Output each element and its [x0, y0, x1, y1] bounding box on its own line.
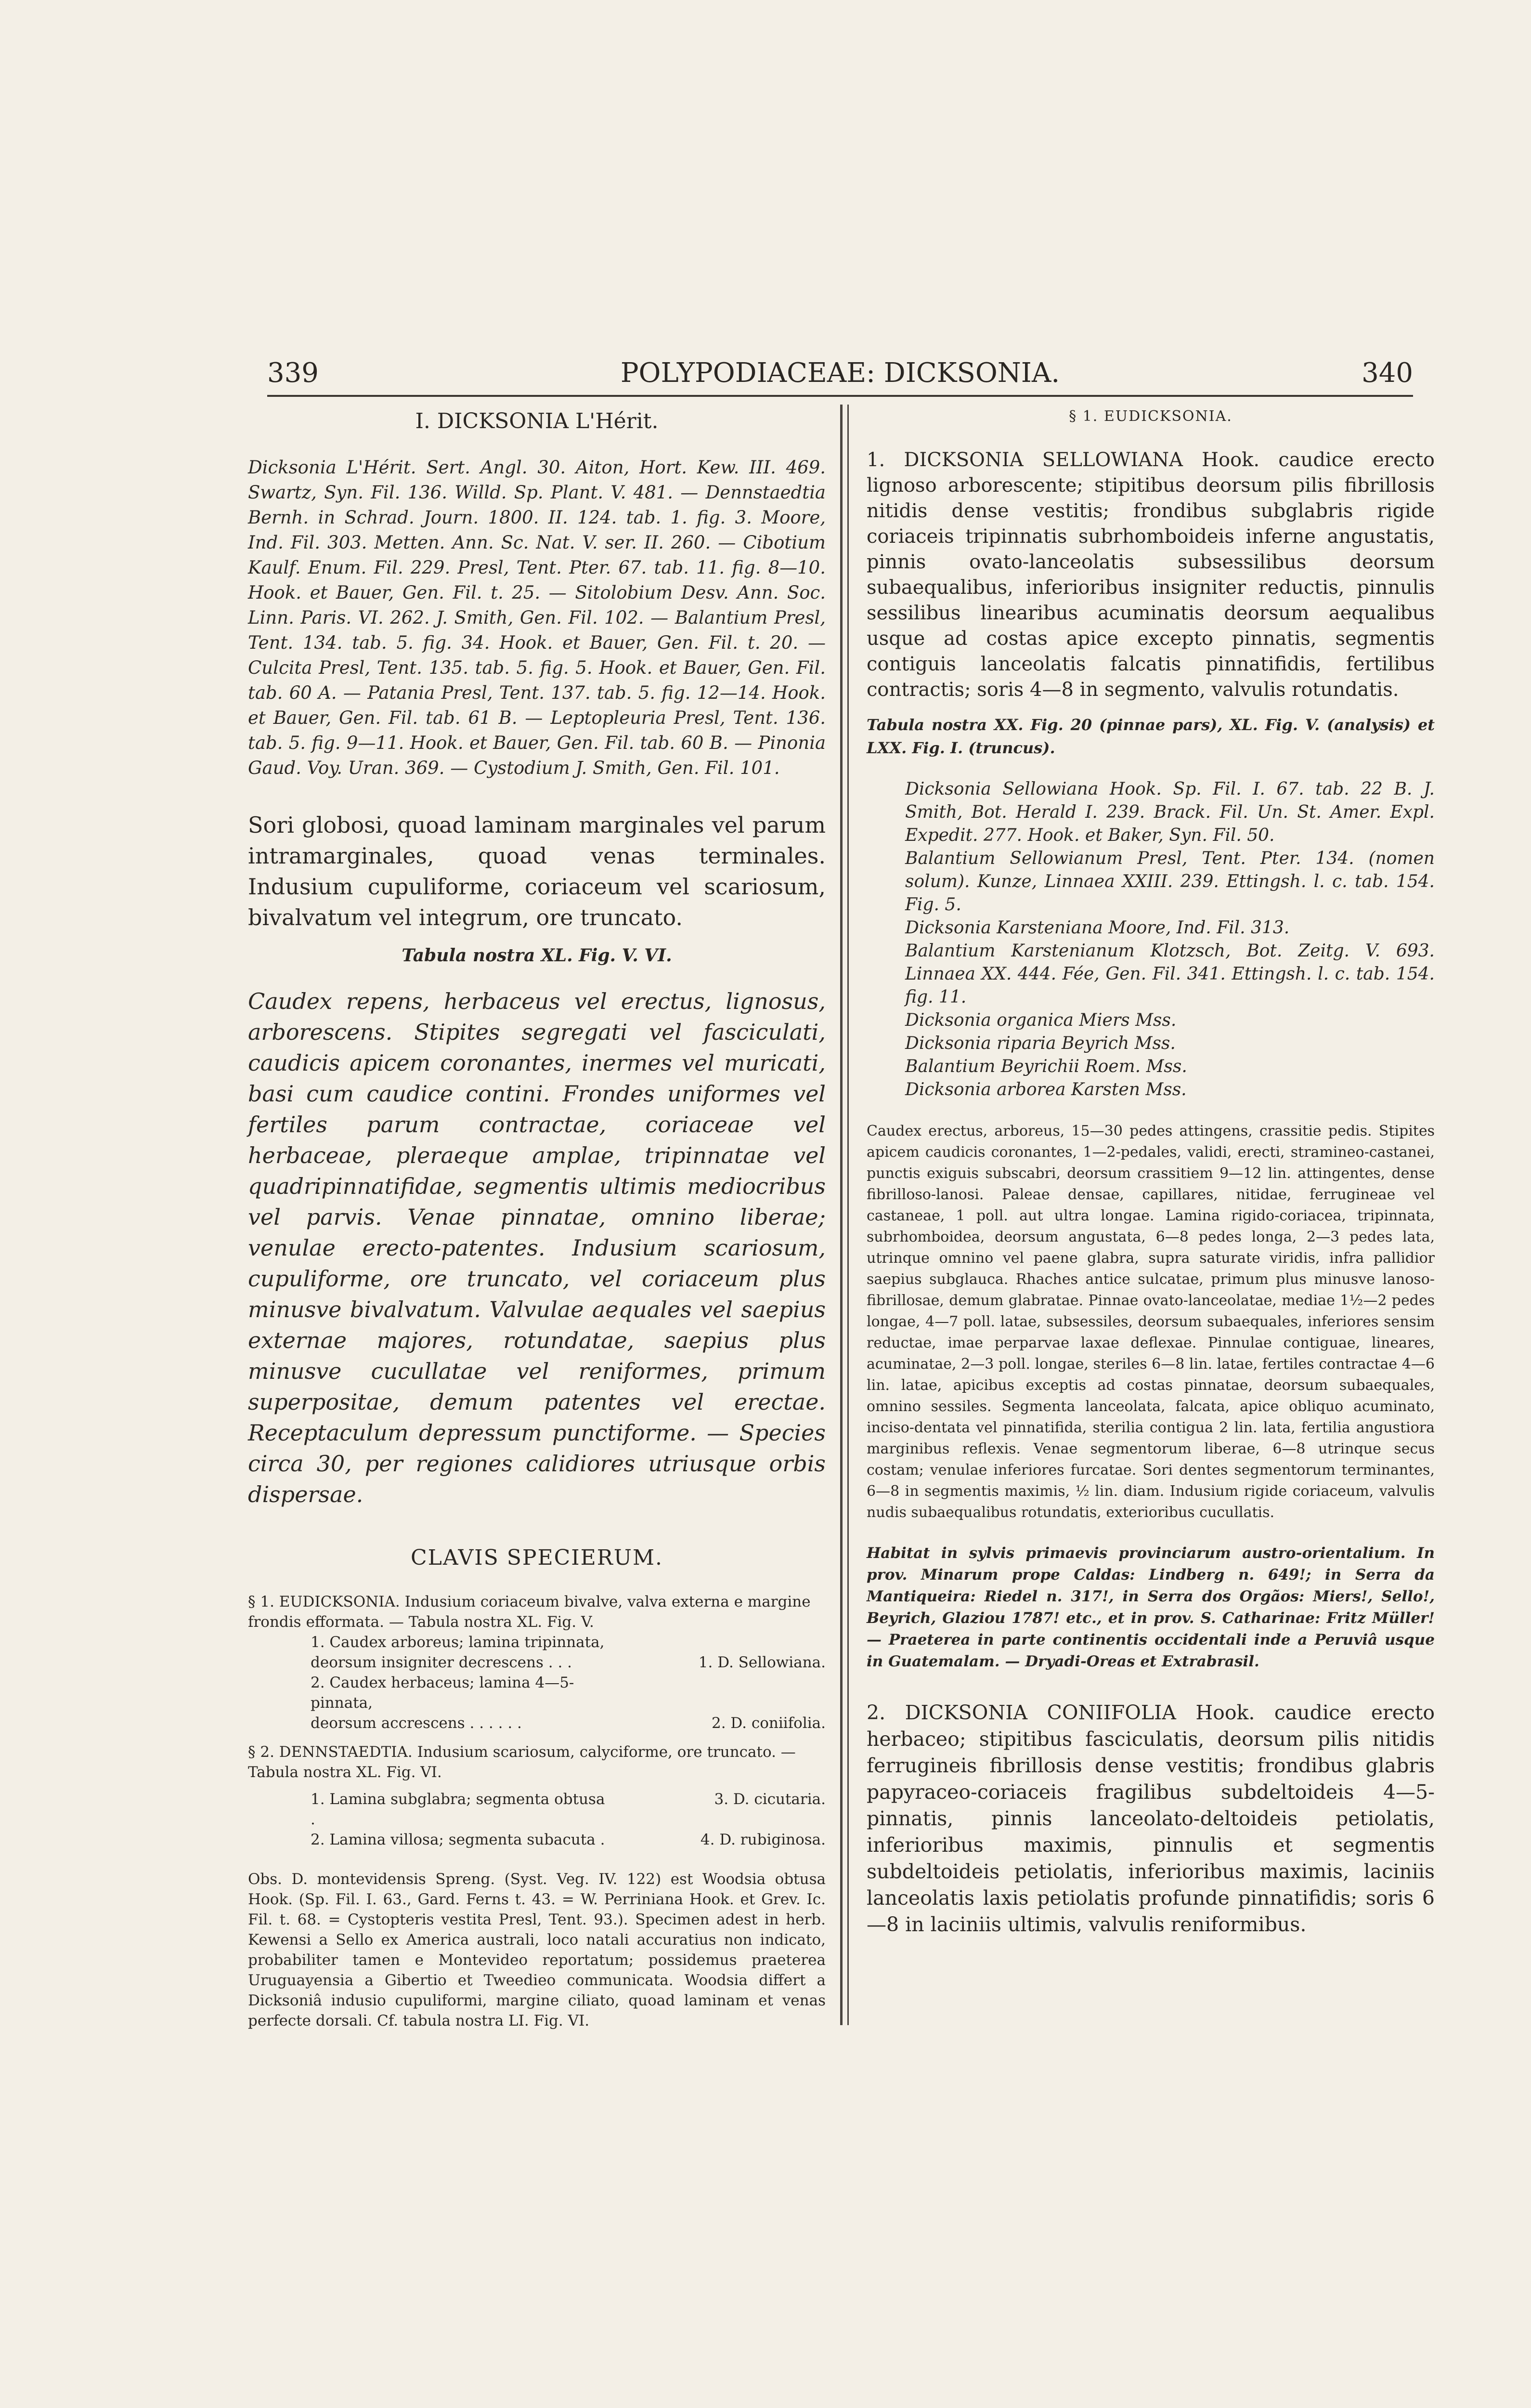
key-item-2: 2. Caudex herbaceus; lamina 4—5-pinnata, deorsum accrescens . . . . . . 2. D. coniifolia. — [248, 1673, 826, 1733]
key-item-1: 1. Caudex arboreus; lamina tripinnata, deorsum insigniter decrescens . . . 1. D. Sellowiana. — [248, 1632, 826, 1673]
running-title: POLYPODIACEAE: DICKSONIA. — [620, 357, 1060, 389]
synonym: Dicksonia Sellowiana Hook. Sp. Fil. I. 67. tab. 22 B. J. Smith, Bot. Herald I. 239. Brack. Fil. Un. St. Amer. Expl. Expedit. 277. Hook. et Baker, Syn. Fil. 50. — [905, 779, 1435, 845]
key-result-1: 1. D. Sellowiana. — [698, 1654, 826, 1671]
key-result-3: 3. D. cicutaria. — [714, 1791, 826, 1808]
species-1-description: Caudex erectus, arboreus, 15—30 pedes attingens, crassitie pedis. Stipites apicem caudicis coronantes, 1—2-pedales, validi, erecti, stramineo-castanei, punctis exiguis subscabri, deorsum crassitiem 9—12 lin. attingentes, dense fibrilloso-lanosi. Paleae densae, capillares, nitidae, ferrugineae vel castaneae, 1 poll. aut ultra longae. Lamina rigido-coriacea, tripinnata, subrhomboidea, deorsum angustata, 6—8 pedes longa, 2—3 pedes lata, utrinque omnino vel paene glabra, supra saturate viridis, infra pallidior saepius subglauca. Rhaches antice sulcatae, primum plus minusve lanoso-fibrillosae, demum glabratae. Pinnae ovato-lanceolatae, mediae 1½—2 pedes longae, 4—7 poll. latae, subsessiles, deorsum subaequales, inferiores sensim reductae, imae perparvae laxae deflexae. Pinnulae contiguae, lineares, acuminatae, 2—3 poll. longae, steriles 6—8 lin. latae, fertiles contractae 4—6 lin. latae, apicibus exceptis ad costas pinnatae, deorsum subaequales, omnino sessiles. Segmenta lanceolata, falcata, apice obliquo acuminato, inciso-dentata vel pinnatifida, sterilia contigua 2 lin. lata, fertilia angustiora marginibus reflexis. Venae segmentorum liberae, 6—8 utrinque secus costam; venulae inferiores furcatae. Sori dentes segmentorum terminantes, 6—8 in segmentis maximis, ½ lin. diam. Indusium rigide coriaceum, valvulis nudis subaequalibus rotundatis, exterioribus cucullatis. — [867, 1123, 1435, 1521]
species-key — [248, 1592, 826, 1850]
genus-synonymy: Dicksonia L'Hérit. Sert. Angl. 30. Aiton, Hort. Kew. III. 469. Swartz, Syn. Fil. 136. Willd. Sp. Plant. V. 481. — Dennstaedtia Bernh. in Schrad. Journ. 1800. II. 124. tab. 1. fig. 3. Moore, Ind. Fil. 303. Metten. Ann. Sc. Nat. V. ser. II. 260. — Cibotium Kaulf. Enum. Fil. 229. Presl, Tent. Pter. 67. tab. 11. fig. 8—10. Hook. et Bauer, Gen. Fil. t. 25. — Sitolobium Desv. Ann. Soc. Linn. Paris. VI. 262. J. Smith, Gen. Fil. 102. — Balantium Presl, Tent. 134. tab. 5. fig. 34. Hook. et Bauer, Gen. Fil. t. 20. — Culcita Presl, Tent. 135. tab. 5. fig. 5. Hook. et Bauer, Gen. Fil. tab. 60 A. — Patania Presl, Tent. 137. tab. 5. fig. 12—14. Hook. et Bauer, Gen. Fil. tab. 61 B. — Leptopleuria Presl, Tent. 136. tab. 5. fig. 9—11. Hook. et Bauer, Gen. Fil. tab. 60 B. — Pinonia Gaud. Voy. Uran. 369. — Cystodium J. Smith, Gen. Fil. 101. — [248, 457, 826, 778]
column-divider — [840, 405, 843, 2025]
synonym: Dicksonia riparia Beyrich Mss. — [905, 1034, 1176, 1053]
synonym: Balantium Karstenianum Klotzsch, Bot. Zeitg. V. 693. Linnaea XX. 444. Fée, Gen. Fil. 341. Ettingsh. l. c. tab. 154. fig. 11. — [905, 941, 1435, 1007]
species-entry-2: 2. DICKSONIA CONIIFOLIA Hook. caudice erecto herbaceo; stipitibus fasciculatis, deorsum pilis nitidis ferrugineis fibrillosis dense vestitis; frondibus glabris papyraceo-coriaceis fragilibus subdeltoideis 4—5-pinnatis, pinnis lanceolato-deltoideis petiolatis, inferioribus maximis, pinnulis et segmentis subdeltoideis petiolatis, inferioribus maximis, laciniis lanceolatis laxis petiolatis profunde pinnatifidis; soris 6—8 in laciniis ultimis, valvulis reniformibus. — [867, 1701, 1435, 1936]
left-column — [248, 407, 826, 2031]
genus-heading: I. DICKSONIA L'Hérit. — [415, 409, 659, 433]
synonym: Balantium Beyrichii Roem. Mss. — [905, 1057, 1187, 1076]
species-entry-1: 1. DICKSONIA SELLOWIANA Hook. caudice erecto lignoso arborescente; stipitibus deorsum pilis fibrillosis nitidis dense vestitis; frondibus subglabris rigide coriaceis tripinnatis subrhomboideis inferne angustatis, pinnis ovato-lanceolatis subsessilibus deorsum subaequalibus, inferioribus insigniter reductis, pinnulis sessilibus linearibus acuminatis deorsum aequalibus usque ad costas apice excepto pinnatis, segmentis contiguis lanceolatis falcatis pinnatifidis, fertilibus contractis; soris 4—8 in segmento, valvulis rotundatis. — [867, 449, 1435, 701]
page-number-right: 340 — [1362, 357, 1413, 389]
page-number-left: 339 — [267, 357, 319, 389]
synonym: Balantium Sellowianum Presl, Tent. Pter. 134. (nomen solum). Kunze, Linnaea XXIII. 239. Ettingsh. l. c. tab. 154. Fig. 5. — [905, 849, 1435, 915]
species-1-habitat: Habitat in sylvis primaevis provinciarum austro-orientalium. In prov. Minarum prope Caldas: Lindberg n. 649!; in Serra da Mantiqueira: Riedel n. 317!, in Serra dos Orgãos: Miers!, Sello!, Beyrich, Glaziou 1787! etc., et in prov. S. Catharinae: Fritz Müller! — Praeterea in parte continentis occidentali inde a Peruviâ usque in Guatemalam. — Dryadi-Oreas et Extrabrasil. — [867, 1544, 1435, 1670]
section-heading: § 1. EUDICKSONIA. — [1069, 408, 1233, 425]
key-section-2: § 2. DENNSTAEDTIA. Indusium scariosum, calyciforme, ore truncato. — Tabula nostra XL. Fig. VI. — [248, 1743, 796, 1781]
genus-description: Caudex repens, herbaceus vel erectus, lignosus, arborescens. Stipites segregati vel fasciculati, caudicis apicem coronantes, inermes vel muricati, basi cum caudice contini. Frondes uniformes vel fertiles parum contractae, coriaceae vel herbaceae, pleraeque amplae, tripinnatae vel quadripinnatifidae, segmentis ultimis mediocribus vel parvis. Venae pinnatae, omnino liberae; venulae erecto-patentes. Indusium scariosum, cupuliforme, ore truncato, vel coriaceum plus minusve bivalvatum. Valvulae aequales vel saepius externae majores, rotundatae, saepius plus minusve cucullatae vel reniformes, primum superpositae, demum patentes vel erectae. Receptaculum depressum punctiforme. — Species circa 30, per regiones calidiores utriusque orbis dispersae. — [248, 988, 826, 1507]
header-rule — [267, 395, 1413, 397]
right-column — [867, 407, 1435, 1938]
key-result-4: 4. D. rubiginosa. — [700, 1831, 826, 1848]
sori-description: Sori globosi, quoad laminam marginales vel parum intramarginales, quoad venas terminales. Indusium cupuliforme, coriaceum vel scariosum, bivalvatum vel integrum, ore truncato. — [248, 812, 826, 930]
species-1-figure-caption: Tabula nostra XX. Fig. 20 (pinnae pars), XL. Fig. V. (analysis) et LXX. Fig. I. (truncus). — [867, 716, 1435, 757]
sori-figure-caption: Tabula nostra XL. Fig. V. VI. — [402, 945, 672, 966]
synonym: Dicksonia organica Miers Mss. — [905, 1010, 1177, 1030]
species-1-synonymy — [867, 778, 1435, 1101]
column-divider-inner — [847, 405, 849, 2025]
observation-note: Obs. D. montevidensis Spreng. (Syst. Veg. IV. 122) est Woodsia obtusa Hook. (Sp. Fil. I. 63., Gard. Ferns t. 43. = W. Perriniana Hook. et Grev. Ic. Fil. t. 68. = Cystopteris vestita Presl, Tent. 93.). Specimen adest in herb. Kewensi a Sello ex America australi, loco natali accuratius non indicato, probabiliter tamen e Montevideo reportatum; possidemus praeterea Uruguayensia a Gibertio et Tweedieo communicata. Woodsia differt a Dicksoniâ indusio cupuliformi, margine ciliato, quoad laminam et venas perfecte dorsali. Cf. tabula nostra LI. Fig. VI. — [248, 1871, 826, 2029]
synonym: Dicksonia arborea Karsten Mss. — [905, 1080, 1187, 1099]
running-head — [267, 356, 1413, 390]
clavis-title: CLAVIS SPECIERUM. — [410, 1545, 663, 1570]
key-section-1: § 1. EUDICKSONIA. Indusium coriaceum bivalve, valva externa e margine frondis efformata. — Tabula nostra XL. Fig. V. — [248, 1593, 811, 1631]
key-item-3: 1. Lamina subglabra; segmenta obtusa . 3. D. cicutaria. — [248, 1789, 826, 1830]
key-item-4: 2. Lamina villosa; segmenta subacuta . 4. D. rubiginosa. — [248, 1830, 826, 1850]
synonym: Dicksonia Karsteniana Moore, Ind. Fil. 313. — [905, 918, 1290, 938]
key-result-2: 2. D. coniifolia. — [711, 1714, 826, 1732]
